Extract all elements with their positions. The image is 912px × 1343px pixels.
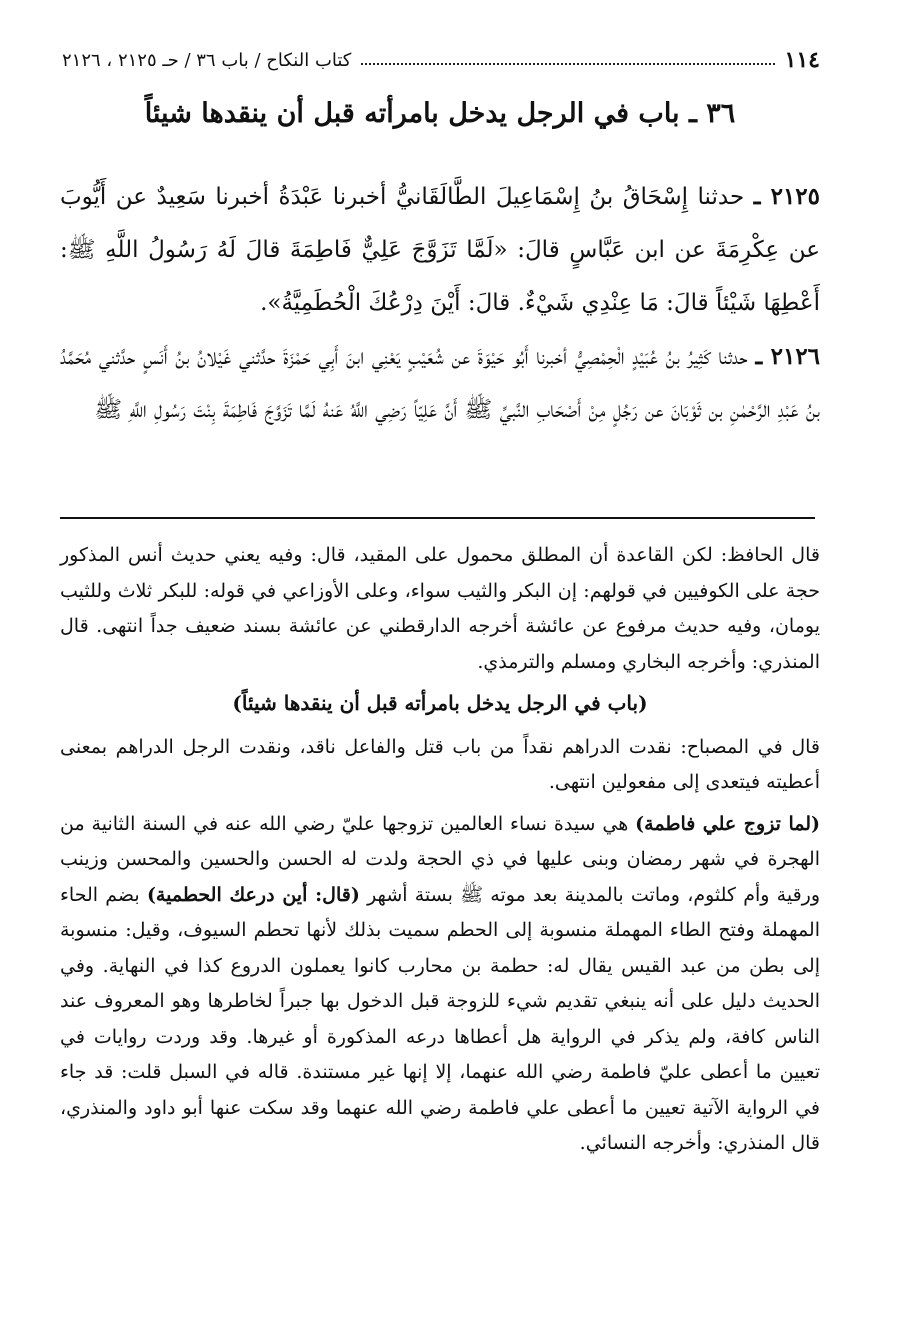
hadith-2125 (60, 170, 820, 330)
page-number: ١١٤ (784, 47, 820, 73)
chapter-title: ٣٦ ـ باب في الرجل يدخل بامرأته قبل أن ينقدها شيئاً (144, 98, 736, 129)
running-title: كتاب النكاح / باب ٣٦ / حـ ٢١٢٥ ، ٢١٢٦ (62, 49, 352, 71)
commentary-paragraph: قال الحافظ: لكن القاعدة أن المطلق محمول على المقيد، قال: وفيه يعني حديث أنس المذكور حجة على الكوفيين في قولهم: إن البكر والثيب سواء، وعلى الأوزاعي في قوله: للبكر ثلاث وللثيب يومان، وفيه حديث مرفوع عن عائشة أخرجه الدارقطني عن عائشة بسند ضعيف جداً انتهى. قال المنذري: وأخرجه البخاري ومسلم والترمذي. (60, 544, 820, 673)
commentary-lemma: (قال: أين درعك الحطمية) (146, 883, 360, 906)
commentary-text: بضم الحاء المهملة وفتح الطاء المهملة منسوبة إلى الحطم سميت بذلك لأنها تحطم السيوف، وقيل: منسوبة إلى بطن من عبد القيس يقال له: حطمة بن محارب كانوا يعملون الدروع كذا في النهاية. وفي الحديث دليل على أنه ينبغي تقديم شيء للزوجة قبل الدخول بها جبراً لخاطرها وهو المعروف عند الناس كافة، ولم يذكر في الرواية هل أعطاها درعه المذكورة أو غيرها. وقد وردت روايات في تعيين ما أعطى عليّ فاطمة رضي الله عنهما، إلا إنها غير مستندة. قاله في السبل قلت: قد جاء في الرواية الآتية تعيين ما أعطى علي فاطمة رضي الله عنهما وقد سكت عنها أبو داود والمنذري، قال المنذري: وأخرجه النسائي. (60, 883, 820, 1154)
commentary-section (60, 538, 820, 1168)
hadith-2126 (60, 330, 820, 437)
header-dotted-leader (361, 63, 774, 65)
hadith-number: ٢١٢٦ ـ (755, 343, 821, 370)
commentary-chapter-heading: (باب في الرجل يدخل بامرأته قبل أن ينقدها شيئاً) (232, 691, 648, 715)
page-header (62, 40, 820, 80)
commentary-paragraph (60, 807, 820, 1162)
hadith-text: حدثنا إِسْحَاقُ بنُ إِسْمَاعِيلَ الطَّالَقَانيُّ أخبرنا عَبْدَةُ أخبرنا سَعِيدٌ عن أَيُّوبَ عن عِكْرِمَةَ عن ابن عَبَّاسٍ قالَ: «لَمَّا تَزَوَّجَ عَلِيٌّ فَاطِمَةَ قالَ لَهُ رَسُولُ اللَّهِ ﷺ: أَعْطِهَا شَيْئاً قالَ: مَا عِنْدِي شَيْءٌ. قالَ: أَيْنَ دِرْعُكَ الْحُطَمِيَّةُ». (60, 184, 820, 316)
commentary-lemma: (لما تزوج علي فاطمة) (635, 812, 821, 835)
commentary-text: هي سيدة نساء العالمين تزوجها عليّ رضي الله عنه في السنة الثانية من الهجرة في شهر رمضان وبنى عليها في ذي الحجة ولدت له الحسن والحسين والمحسن وزينب ورقية وأم كلثوم، وماتت بالمدينة بعد موته ﷺ بستة أشهر (60, 812, 820, 906)
footnote-divider (60, 517, 815, 519)
commentary-paragraph: قال في المصباح: نقدت الدراهم نقداً من باب قتل والفاعل ناقد، ونقدت الرجل الدراهم بمعنى أعطيته فيتعدى إلى مفعولين انتهى. (60, 735, 820, 793)
hadith-number: ٢١٢٥ ـ (753, 183, 821, 210)
hadith-text: حدثنا كَثِيرُ بنُ عُبَيْدٍ الْحِمْصِيُّ أخبرنا أَبُو حَيْوَةَ عن شُعَيْبٍ يَعْنِي ابنَ أَبِي حَمْزَةَ حدَّثني غَيْلانُ بنُ أَنَسٍ حدَّثني مُحَمَّدُ بنُ عَبْدِ الرَّحْمٰنِ بن ثَوْبَانَ عن رَجُلٍ مِنْ أَصْحَابِ النَّبيِّ ﷺ أَنَّ عَلِيّاً رَضِي اللَّهُ عَنهُ لَمَّا تَزَوَّجَ فَاطِمَةَ بِنْتَ رَسُولِ اللَّهِ ﷺ (60, 344, 820, 423)
